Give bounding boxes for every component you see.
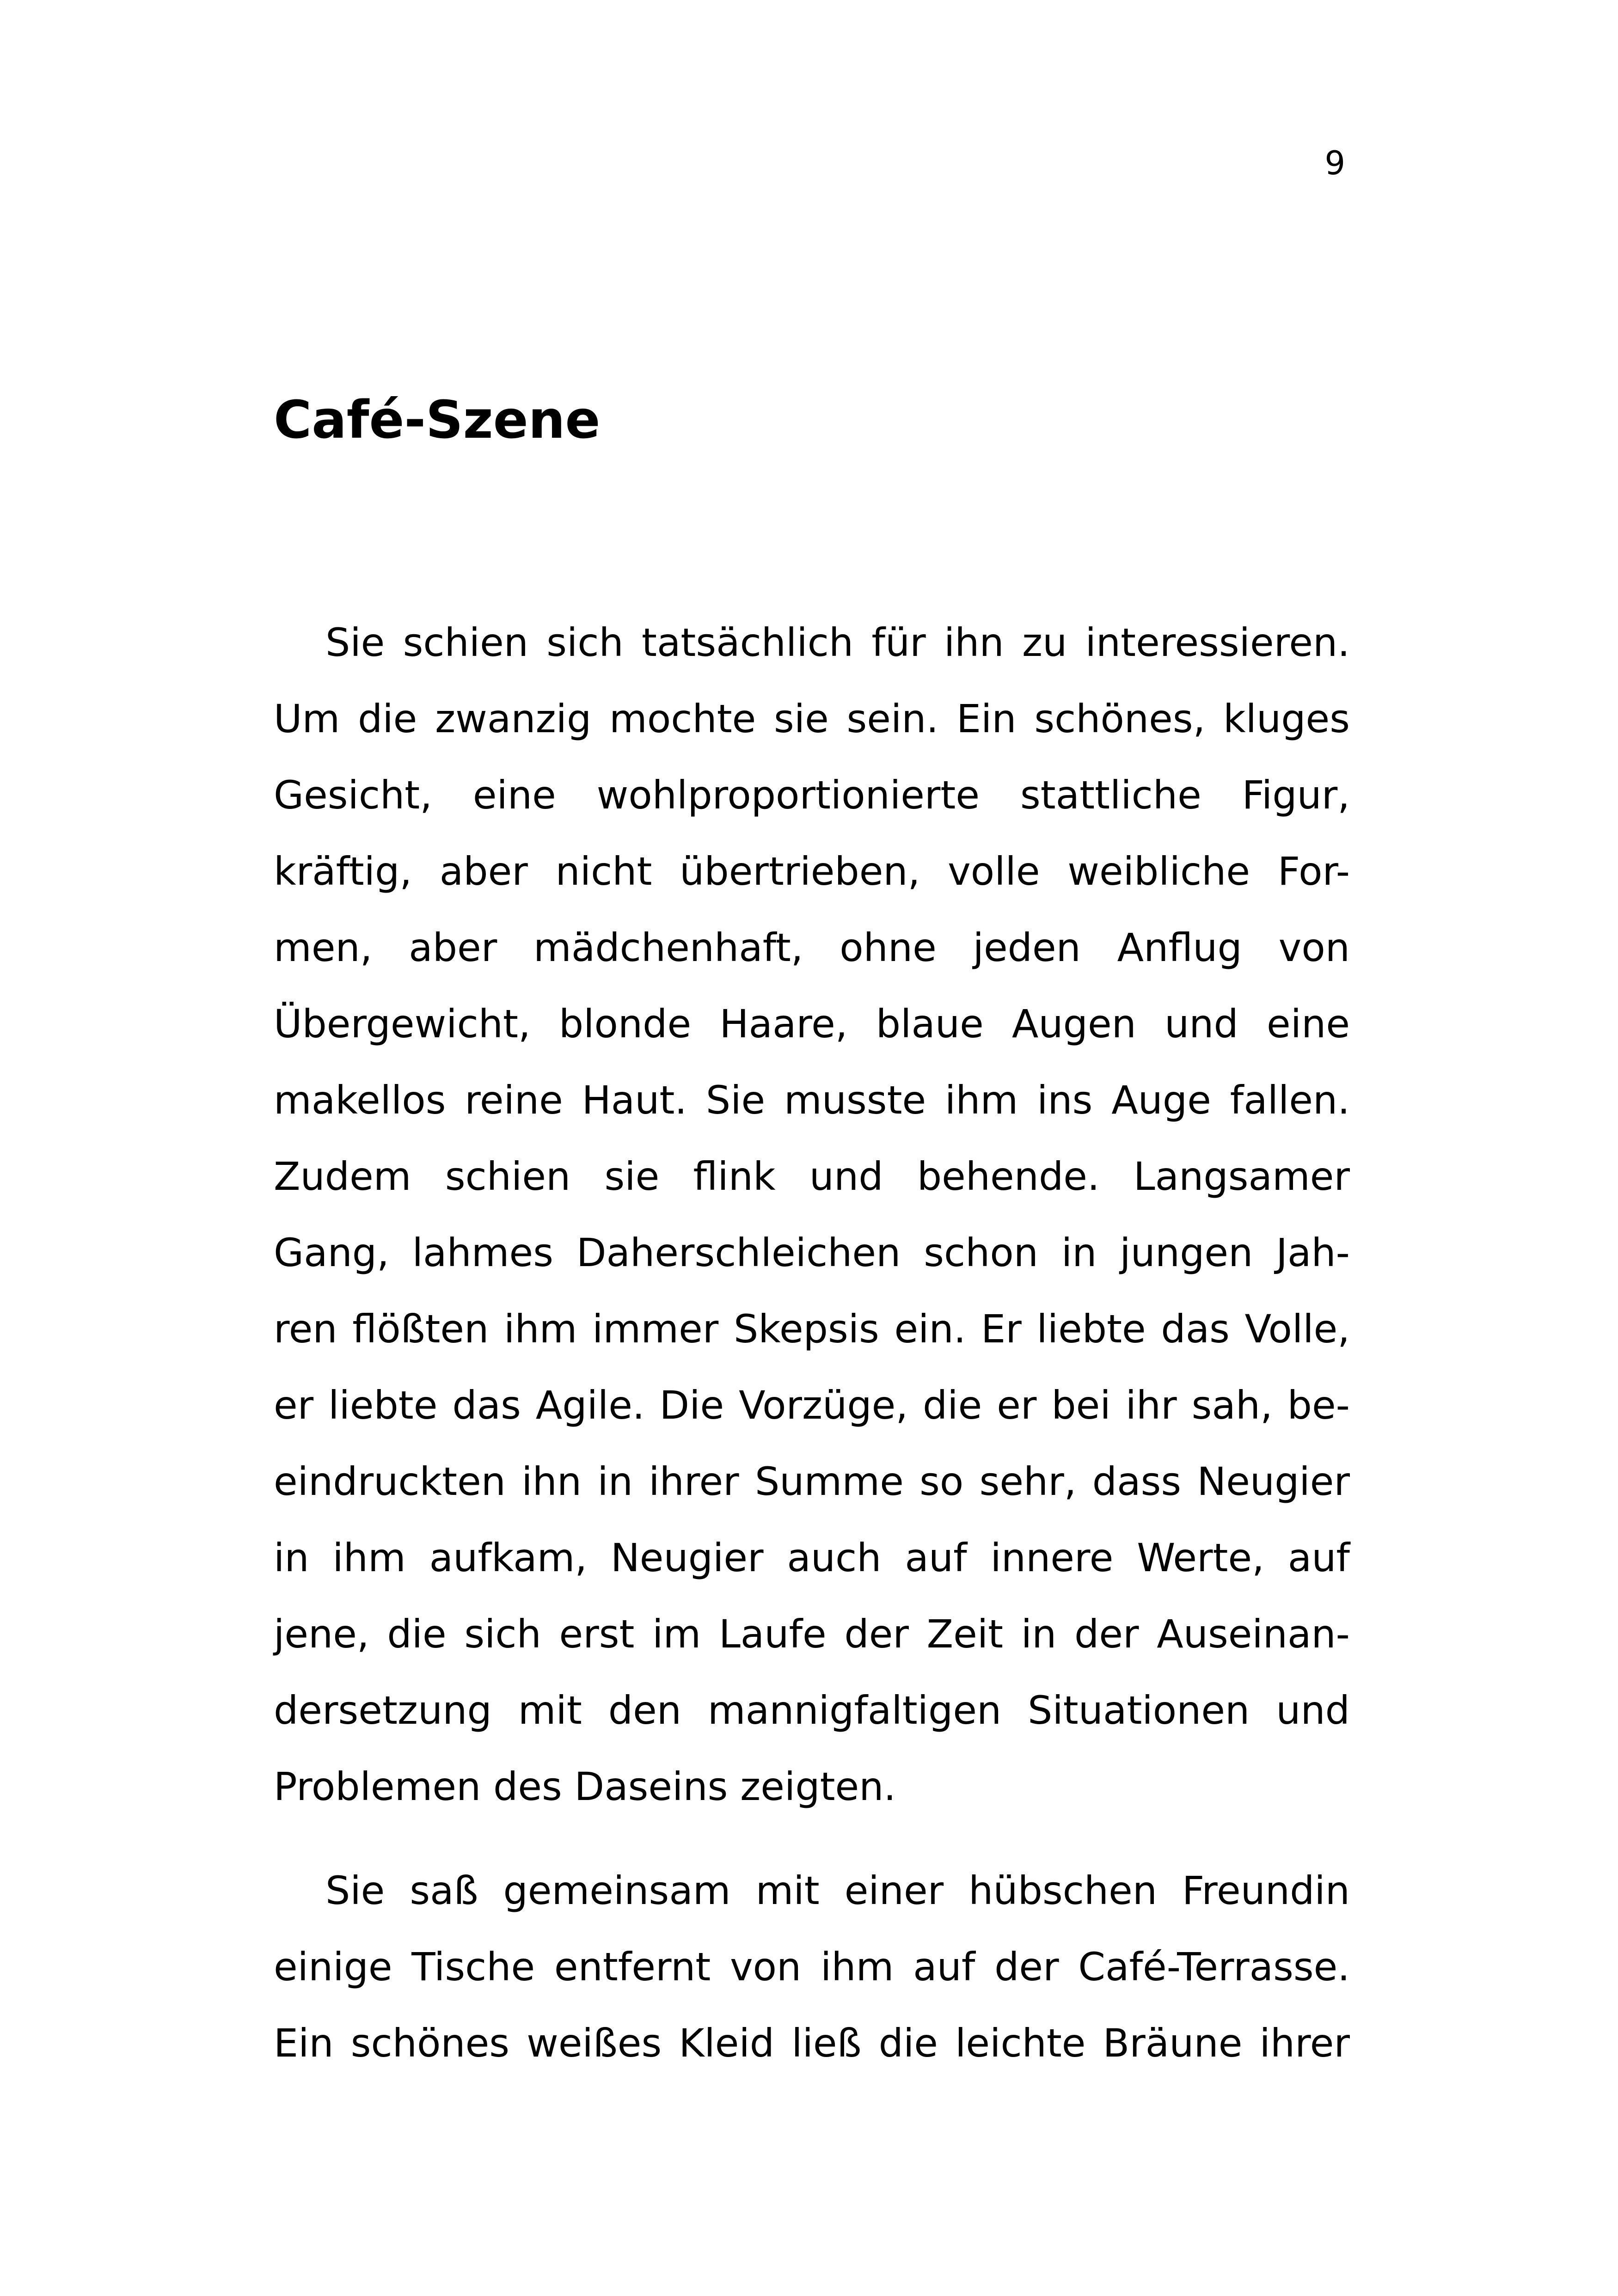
text-line: einige Tische entfernt von ihm auf der Café-Terrasse. bbox=[274, 1944, 1350, 1990]
text-line: Gang, lahmes Daherschleichen schon in jungen Jah- bbox=[274, 1230, 1350, 1275]
text-line: Sie saß gemeinsam mit einer hübschen Freundin bbox=[325, 1868, 1350, 1913]
text-line: Zudem schien sie flink und behende. Langsamer bbox=[274, 1154, 1350, 1199]
text-line: Ein schönes weißes Kleid ließ die leichte Bräune ihrer bbox=[274, 2020, 1350, 2066]
text-line: dersetzung mit den mannigfaltigen Situationen und bbox=[274, 1688, 1350, 1733]
text-line: kräftig, aber nicht übertrieben, volle weibliche For- bbox=[274, 849, 1350, 894]
text-line: in ihm aufkam, Neugier auch auf innere Werte, auf bbox=[274, 1535, 1350, 1580]
paragraph-spacer bbox=[274, 1825, 1350, 1853]
text-line: ren flößten ihm immer Skepsis ein. Er liebte das Volle, bbox=[274, 1306, 1350, 1352]
paragraph-1 bbox=[274, 605, 1350, 1825]
paragraph-2 bbox=[274, 1853, 1350, 2082]
text-line: jene, die sich erst im Laufe der Zeit in der Auseinan- bbox=[274, 1611, 1350, 1657]
page-number: 9 bbox=[1324, 144, 1345, 182]
chapter-title: Café-Szene bbox=[274, 390, 601, 450]
text-line: Übergewicht, blonde Haare, blaue Augen und eine bbox=[274, 1001, 1350, 1047]
text-line: er liebte das Agile. Die Vorzüge, die er bei ihr sah, be- bbox=[274, 1383, 1350, 1428]
text-line: eindruckten ihn in ihrer Summe so sehr, dass Neugier bbox=[274, 1459, 1350, 1504]
text-line: Sie schien sich tatsächlich für ihn zu interessieren. bbox=[325, 620, 1350, 665]
text-line: Problemen des Daseins zeigten. bbox=[274, 1764, 896, 1809]
text-line: makellos reine Haut. Sie musste ihm ins Auge fallen. bbox=[274, 1078, 1350, 1123]
text-line: Um die zwanzig mochte sie sein. Ein schönes, kluges bbox=[274, 696, 1350, 741]
body-text bbox=[274, 605, 1350, 2082]
text-line: Gesicht, eine wohlproportionierte stattliche Figur, bbox=[274, 772, 1350, 818]
text-line: men, aber mädchenhaft, ohne jeden Anflug von bbox=[274, 925, 1350, 970]
